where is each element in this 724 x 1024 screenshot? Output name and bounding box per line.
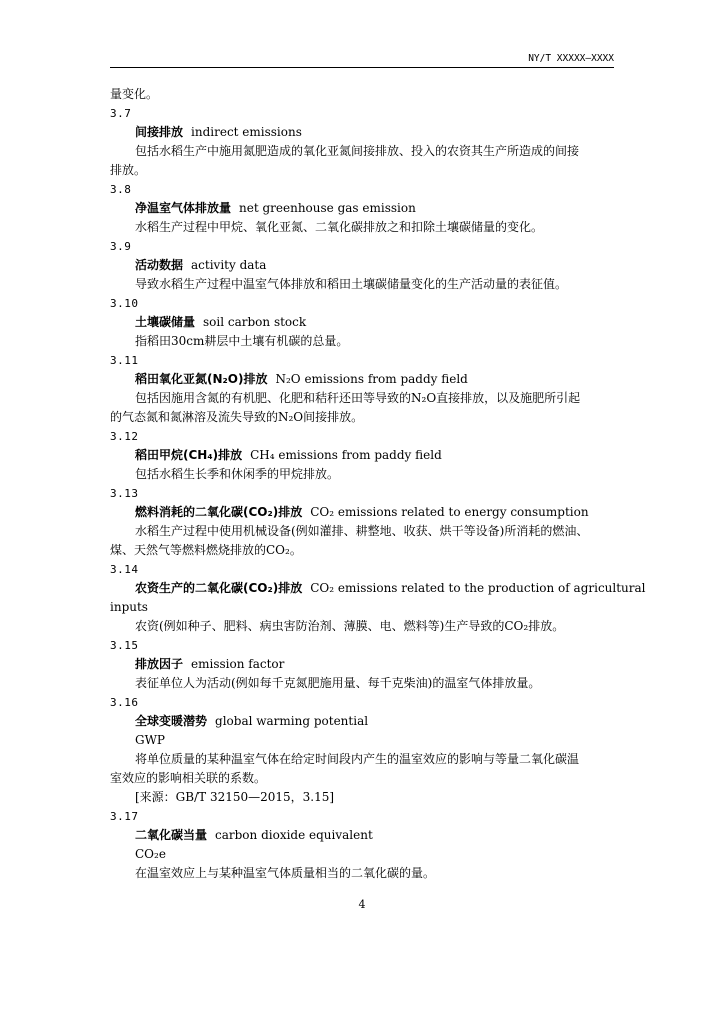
term-english: carbon dioxide equivalent bbox=[215, 828, 373, 842]
clause-number: 3.8 bbox=[110, 183, 132, 196]
term-entry bbox=[110, 560, 646, 636]
clause-number: 3.13 bbox=[110, 487, 139, 500]
term-english: net greenhouse gas emission bbox=[239, 201, 416, 215]
clause-number: 3.17 bbox=[110, 810, 139, 823]
definition-line: 的气态氮和氮淋溶及流失导致的N₂O间接排放。 bbox=[110, 410, 364, 424]
term-line bbox=[110, 826, 614, 845]
definition-line: 表征单位人为活动(例如每千克氮肥施用量、每千克柴油)的温室气体排放量。 bbox=[135, 676, 541, 690]
term-entry bbox=[110, 636, 614, 693]
term-abbreviation: GWP bbox=[135, 733, 165, 747]
term-entry bbox=[110, 104, 614, 180]
term-entry bbox=[110, 351, 614, 427]
clause-number: 3.11 bbox=[110, 354, 139, 367]
term-entry bbox=[110, 427, 614, 484]
term-chinese: 净温室气体排放量 bbox=[135, 201, 232, 215]
term-line bbox=[110, 313, 614, 332]
definition-line: 将单位质量的某种温室气体在给定时间段内产生的温室效应的影响与等量二氧化碳温 bbox=[135, 752, 580, 766]
source-reference: [来源：GB/T 32150—2015，3.15] bbox=[135, 790, 335, 804]
definition-line: 水稻生产过程中甲烷、氧化亚氮、二氧化碳排放之和扣除土壤碳储量的变化。 bbox=[135, 220, 544, 234]
term-abbreviation: CO₂e bbox=[135, 847, 166, 861]
term-line bbox=[110, 256, 614, 275]
term-english: indirect emissions bbox=[191, 125, 302, 139]
term-chinese: 二氧化碳当量 bbox=[135, 828, 208, 842]
page-number: 4 bbox=[358, 898, 366, 911]
term-line bbox=[110, 199, 614, 218]
clause-number: 3.7 bbox=[110, 107, 132, 120]
definition-line: 排放。 bbox=[110, 163, 147, 177]
document-body bbox=[110, 85, 646, 883]
term-english: soil carbon stock bbox=[203, 315, 307, 329]
header-rule bbox=[110, 67, 614, 68]
term-line bbox=[110, 655, 614, 674]
clause-number: 3.9 bbox=[110, 240, 132, 253]
clause-number: 3.12 bbox=[110, 430, 139, 443]
definition-line: 导致水稻生产过程中温室气体排放和稻田土壤碳储量变化的生产活动量的表征值。 bbox=[135, 277, 568, 291]
definition-line: 包括水稻生长季和休闲季的甲烷排放。 bbox=[135, 467, 340, 481]
term-chinese: 活动数据 bbox=[135, 258, 184, 272]
term-chinese: 排放因子 bbox=[135, 657, 184, 671]
definition-line: 指稻田30cm耕层中土壤有机碳的总量。 bbox=[135, 334, 349, 348]
term-english: CH₄ emissions from paddy field bbox=[250, 448, 442, 462]
term-chinese: 全球变暖潜势 bbox=[135, 714, 208, 728]
definition-line: 在温室效应上与某种温室气体质量相当的二氧化碳的量。 bbox=[135, 866, 436, 880]
term-entry bbox=[110, 294, 614, 351]
term-english: emission factor bbox=[191, 657, 285, 671]
definition-line: 包括因施用含氮的有机肥、化肥和秸秆还田等导致的N₂O直接排放，以及施肥所引起 bbox=[135, 391, 581, 405]
term-english: global warming potential bbox=[215, 714, 369, 728]
header-code: NY/T XXXXX—XXXX bbox=[528, 53, 614, 64]
term-line bbox=[110, 446, 614, 465]
definition-line: 煤、天然气等燃料燃烧排放的CO₂。 bbox=[110, 543, 302, 557]
term-line bbox=[110, 712, 614, 731]
term-chinese: 稻田甲烷(CH₄)排放 bbox=[135, 448, 243, 462]
term-english: CO₂ emissions related to the production of agricultural bbox=[310, 581, 646, 595]
clause-number: 3.16 bbox=[110, 696, 139, 709]
term-chinese: 稻田氧化亚氮(N₂O)排放 bbox=[135, 372, 268, 386]
term-chinese: 间接排放 bbox=[135, 125, 184, 139]
term-english: CO₂ emissions related to energy consumption bbox=[310, 505, 589, 519]
term-line bbox=[110, 503, 614, 522]
definition-line: 水稻生产过程中使用机械设备(例如灌排、耕整地、收获、烘干等设备)所消耗的燃油、 bbox=[135, 524, 589, 538]
term-chinese: 土壤碳储量 bbox=[135, 315, 196, 329]
clause-number: 3.10 bbox=[110, 297, 139, 310]
term-entry bbox=[110, 693, 614, 807]
term-entry bbox=[110, 807, 614, 883]
lead-text: 量变化。 bbox=[110, 87, 159, 101]
term-entry bbox=[110, 180, 614, 237]
term-english: N₂O emissions from paddy field bbox=[275, 372, 468, 386]
term-chinese: 农资生产的二氧化碳(CO₂)排放 bbox=[135, 581, 303, 595]
term-english-continued: inputs bbox=[110, 600, 148, 614]
term-line bbox=[110, 370, 614, 389]
clause-number: 3.15 bbox=[110, 639, 139, 652]
term-line bbox=[110, 579, 646, 598]
term-entry bbox=[110, 237, 614, 294]
term-line bbox=[110, 123, 614, 142]
definition-line: 包括水稻生产中施用氮肥造成的氧化亚氮间接排放、投入的农资其生产所造成的间接 bbox=[135, 144, 580, 158]
term-entry bbox=[110, 484, 614, 560]
term-chinese: 燃料消耗的二氧化碳(CO₂)排放 bbox=[135, 505, 303, 519]
term-english: activity data bbox=[191, 258, 267, 272]
definition-line: 农资(例如种子、肥料、病虫害防治剂、薄膜、电、燃料等)生产导致的CO₂排放。 bbox=[135, 619, 565, 633]
clause-number: 3.14 bbox=[110, 563, 139, 576]
definition-line: 室效应的影响相关联的系数。 bbox=[110, 771, 267, 785]
term-entries bbox=[110, 104, 646, 883]
